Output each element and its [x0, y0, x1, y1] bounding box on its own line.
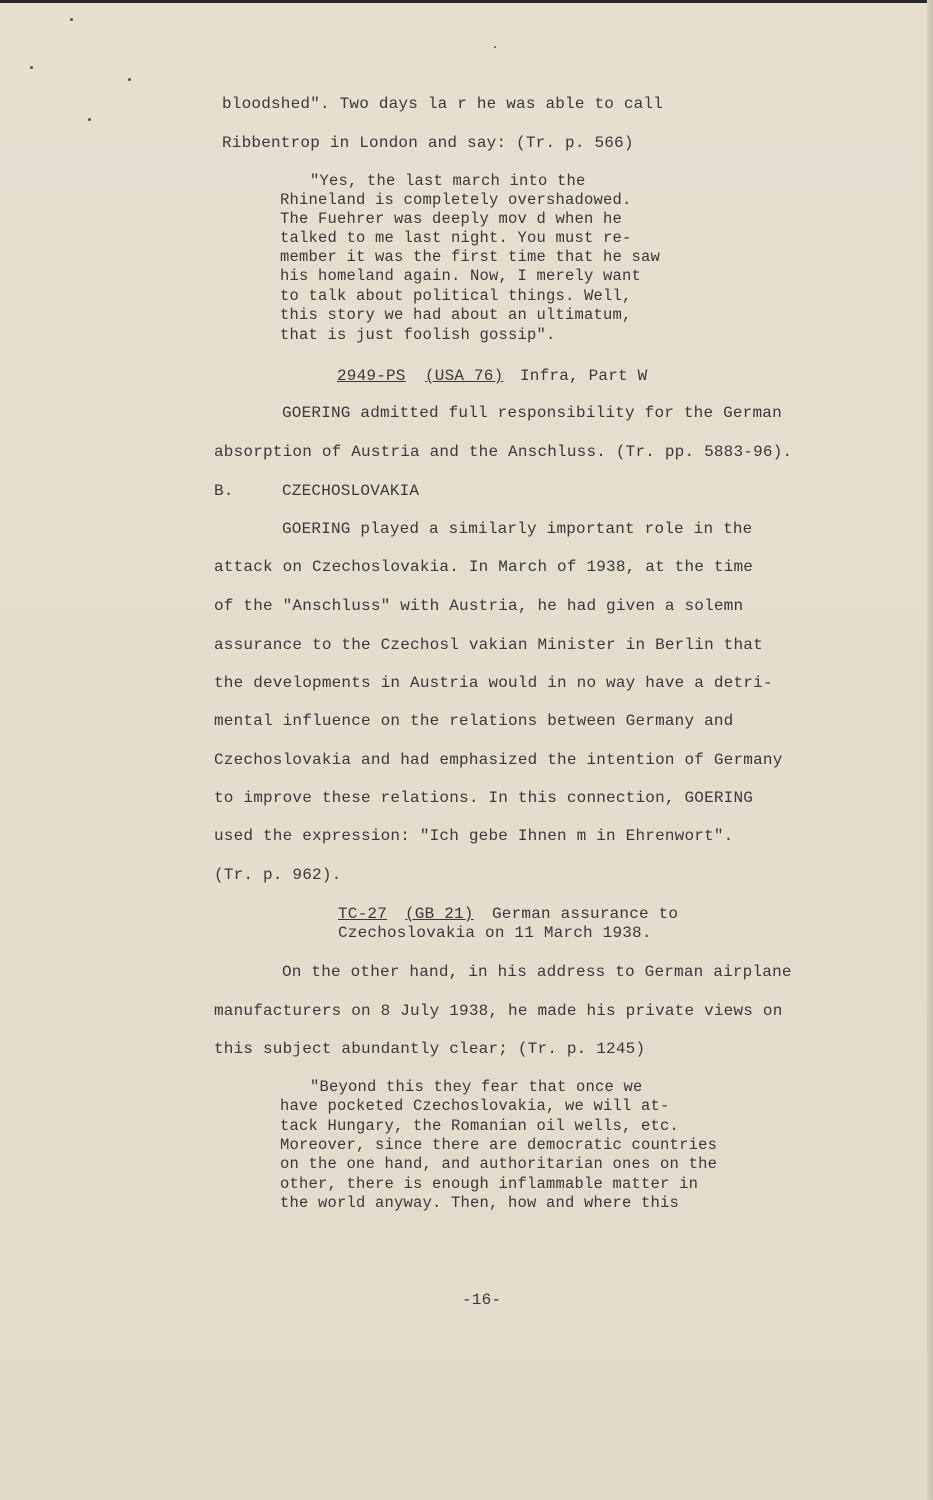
quote-line: have pocketed Czechoslovakia, we will at- — [280, 1097, 670, 1115]
citation-note: German assurance to — [492, 905, 679, 923]
scan-right-edge — [927, 0, 933, 1500]
body-text-line: absorption of Austria and the Anschluss. (Tr. pp. 5883-96). — [214, 443, 793, 461]
body-text-line: On the other hand, in his address to German airplane — [282, 963, 792, 981]
body-text-line: GOERING played a similarly important role in the — [282, 520, 753, 538]
scan-speck — [128, 78, 131, 81]
citation-ref: 2949-PS — [337, 367, 406, 385]
quote-line: on the one hand, and authoritarian ones on the — [280, 1155, 718, 1173]
section-letter: B. — [214, 482, 234, 500]
scan-speck — [88, 118, 91, 121]
body-text-line: the developments in Austria would in no way have a detri- — [214, 674, 773, 692]
scan-top-edge — [0, 0, 933, 3]
body-text-line: GOERING admitted full responsibility for the German — [282, 404, 782, 422]
body-text-line: mental influence on the relations between Germany and — [214, 712, 734, 730]
section-title: CZECHOSLOVAKIA — [282, 482, 420, 500]
body-text-line: bloodshed". Two days la r he was able to call — [222, 95, 664, 113]
citation-exhibit: (GB 21) — [405, 905, 474, 923]
page-number: -16- — [462, 1291, 502, 1309]
body-text-line: assurance to the Czechosl vakian Minister in Berlin that — [214, 636, 763, 654]
body-text-line: (Tr. p. 962). — [214, 866, 342, 884]
quote-line: the world anyway. Then, how and where this — [280, 1194, 680, 1212]
quote-line: his homeland again. Now, I merely want — [280, 267, 642, 285]
body-text-line: to improve these relations. In this connection, GOERING — [214, 789, 754, 807]
body-text-line: Ribbentrop in London and say: (Tr. p. 566) — [222, 134, 634, 152]
citation-ref: TC-27 — [338, 905, 388, 923]
quote-line: "Beyond this they fear that once we — [310, 1078, 643, 1096]
quote-line: "Yes, the last march into the — [310, 172, 586, 190]
quote-line: other, there is enough inflammable matter in — [280, 1175, 699, 1193]
quote-line: member it was the first time that he saw — [280, 248, 661, 266]
body-text-line: of the "Anschluss" with Austria, he had given a solemn — [214, 597, 744, 615]
scan-speck — [70, 18, 73, 21]
body-text-line: this subject abundantly clear; (Tr. p. 1245) — [214, 1040, 646, 1058]
scan-speck — [30, 66, 33, 69]
quote-line: to talk about political things. Well, — [280, 287, 632, 305]
quote-line: Moreover, since there are democratic countries — [280, 1136, 718, 1154]
quote-line: Rhineland is completely overshadowed. — [280, 191, 632, 209]
citation-exhibit: (USA 76) — [425, 367, 504, 385]
body-text-line: Czechoslovakia and had emphasized the intention of Germany — [214, 751, 783, 769]
quote-line: The Fuehrer was deeply mov d when he — [280, 210, 623, 228]
citation-note: Infra, Part W — [520, 367, 648, 385]
quote-line: this story we had about an ultimatum, — [280, 306, 632, 324]
body-text-line: attack on Czechoslovakia. In March of 1938, at the time — [214, 558, 754, 576]
quote-line: that is just foolish gossip". — [280, 326, 556, 344]
citation-note: Czechoslovakia on 11 March 1938. — [338, 924, 652, 942]
quote-line: talked to me last night. You must re- — [280, 229, 632, 247]
body-text-line: manufacturers on 8 July 1938, he made his private views on — [214, 1002, 783, 1020]
quote-line: tack Hungary, the Romanian oil wells, etc. — [280, 1117, 680, 1135]
scan-speck — [494, 46, 496, 48]
body-text-line: used the expression: "Ich gebe Ihnen m in Ehrenwort". — [214, 827, 734, 845]
